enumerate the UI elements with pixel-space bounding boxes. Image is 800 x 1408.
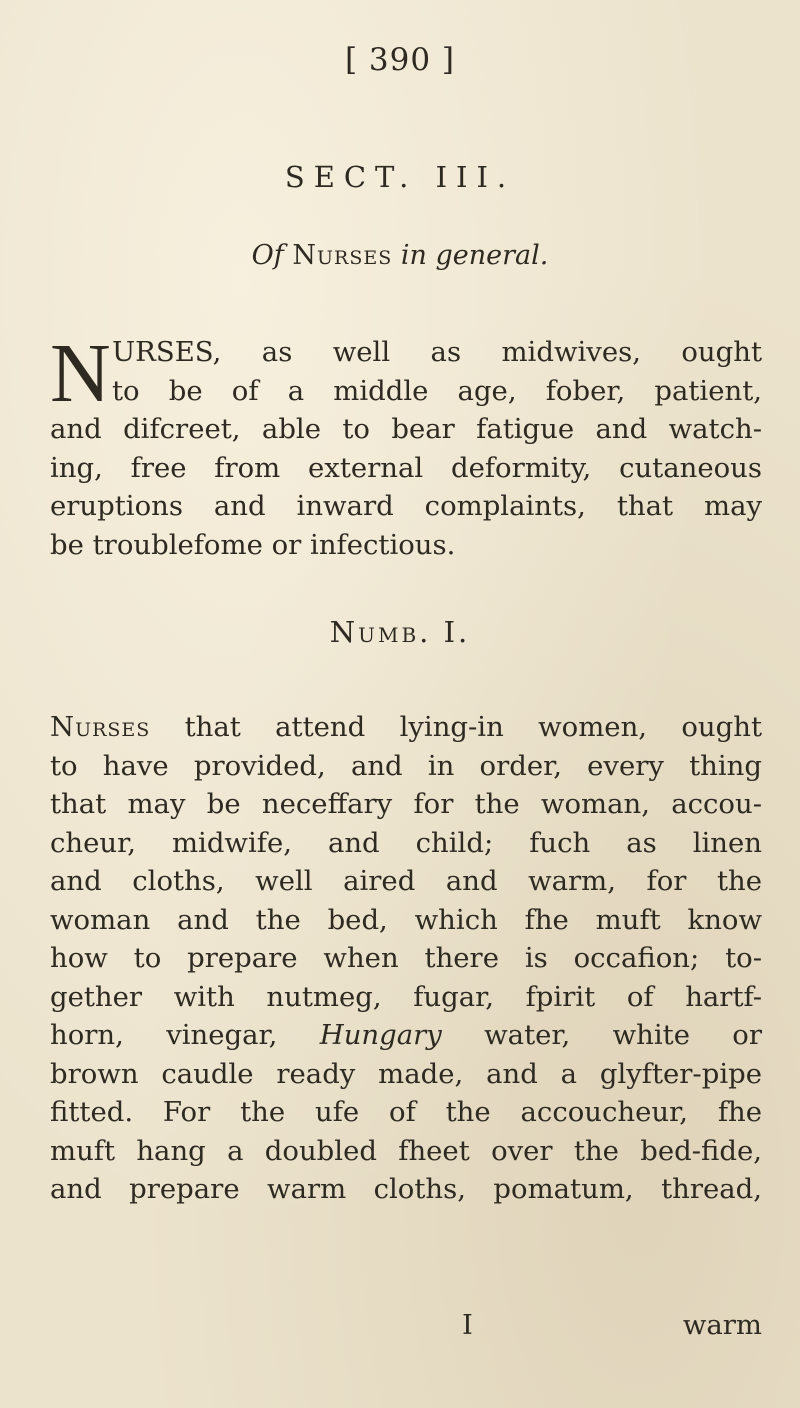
text-line: cheur, midwife, and child; fuch as linen xyxy=(50,826,762,859)
text-line: muft hang a doubled fheet over the bed-fide, xyxy=(50,1134,762,1167)
catchword: warm xyxy=(682,1309,762,1341)
text-fragment: water, white or xyxy=(441,1019,762,1051)
number-heading: Numb. I. xyxy=(329,615,471,649)
text-line: to be of a middle age, fober, patient, xyxy=(112,374,762,407)
signature-mark: I xyxy=(462,1309,473,1341)
subtitle-prefix: Of xyxy=(251,240,284,271)
drop-cap: N xyxy=(50,327,111,420)
lead-word: Nurses xyxy=(50,711,151,743)
paragraph-nurses-general xyxy=(50,327,762,564)
section-heading: SECT. III. xyxy=(284,160,516,194)
text-line: and difcreet, able to bear fatigue and watch- xyxy=(50,413,762,445)
text-line: ing, free from external deformity, cutaneous xyxy=(50,451,762,484)
subtitle-italic: in general. xyxy=(400,240,549,271)
section-subtitle xyxy=(0,240,800,271)
text-line: that may be neceffary for the woman, accou- xyxy=(50,788,762,820)
text-line: fitted. For the ufe of the accoucheur, fhe xyxy=(50,1096,762,1128)
text-line: woman and the bed, which fhe muft know xyxy=(50,903,762,936)
text-line: gether with nutmeg, fugar, fpirit of hartf- xyxy=(50,980,762,1013)
text-line: brown caudle ready made, and a glyfter-pipe xyxy=(50,1057,762,1090)
text-line: to have provided, and in order, every thing xyxy=(50,749,762,782)
text-fragment: that attend lying-in women, ought xyxy=(150,711,762,743)
text-line xyxy=(50,1016,762,1055)
page-number-header: [ 390 ] xyxy=(344,42,456,78)
catchline xyxy=(50,1309,762,1347)
text-fragment: horn, vinegar, xyxy=(50,1019,320,1051)
text-line: URSES, as well as midwives, ought xyxy=(112,336,762,368)
paragraph-lying-in-nurses xyxy=(50,708,762,1209)
text-line: and prepare warm cloths, pomatum, thread, xyxy=(50,1173,762,1205)
italic-word: Hungary xyxy=(319,1019,442,1051)
text-line: how to prepare when there is occafion; to- xyxy=(50,942,762,974)
text-line: be troublefome or infectious. xyxy=(50,528,456,561)
text-line: eruptions and inward complaints, that may xyxy=(50,490,762,522)
subtitle-smallcaps: Nurses xyxy=(292,240,393,271)
text-line: and cloths, well aired and warm, for the xyxy=(50,865,762,897)
text-line xyxy=(50,708,762,747)
